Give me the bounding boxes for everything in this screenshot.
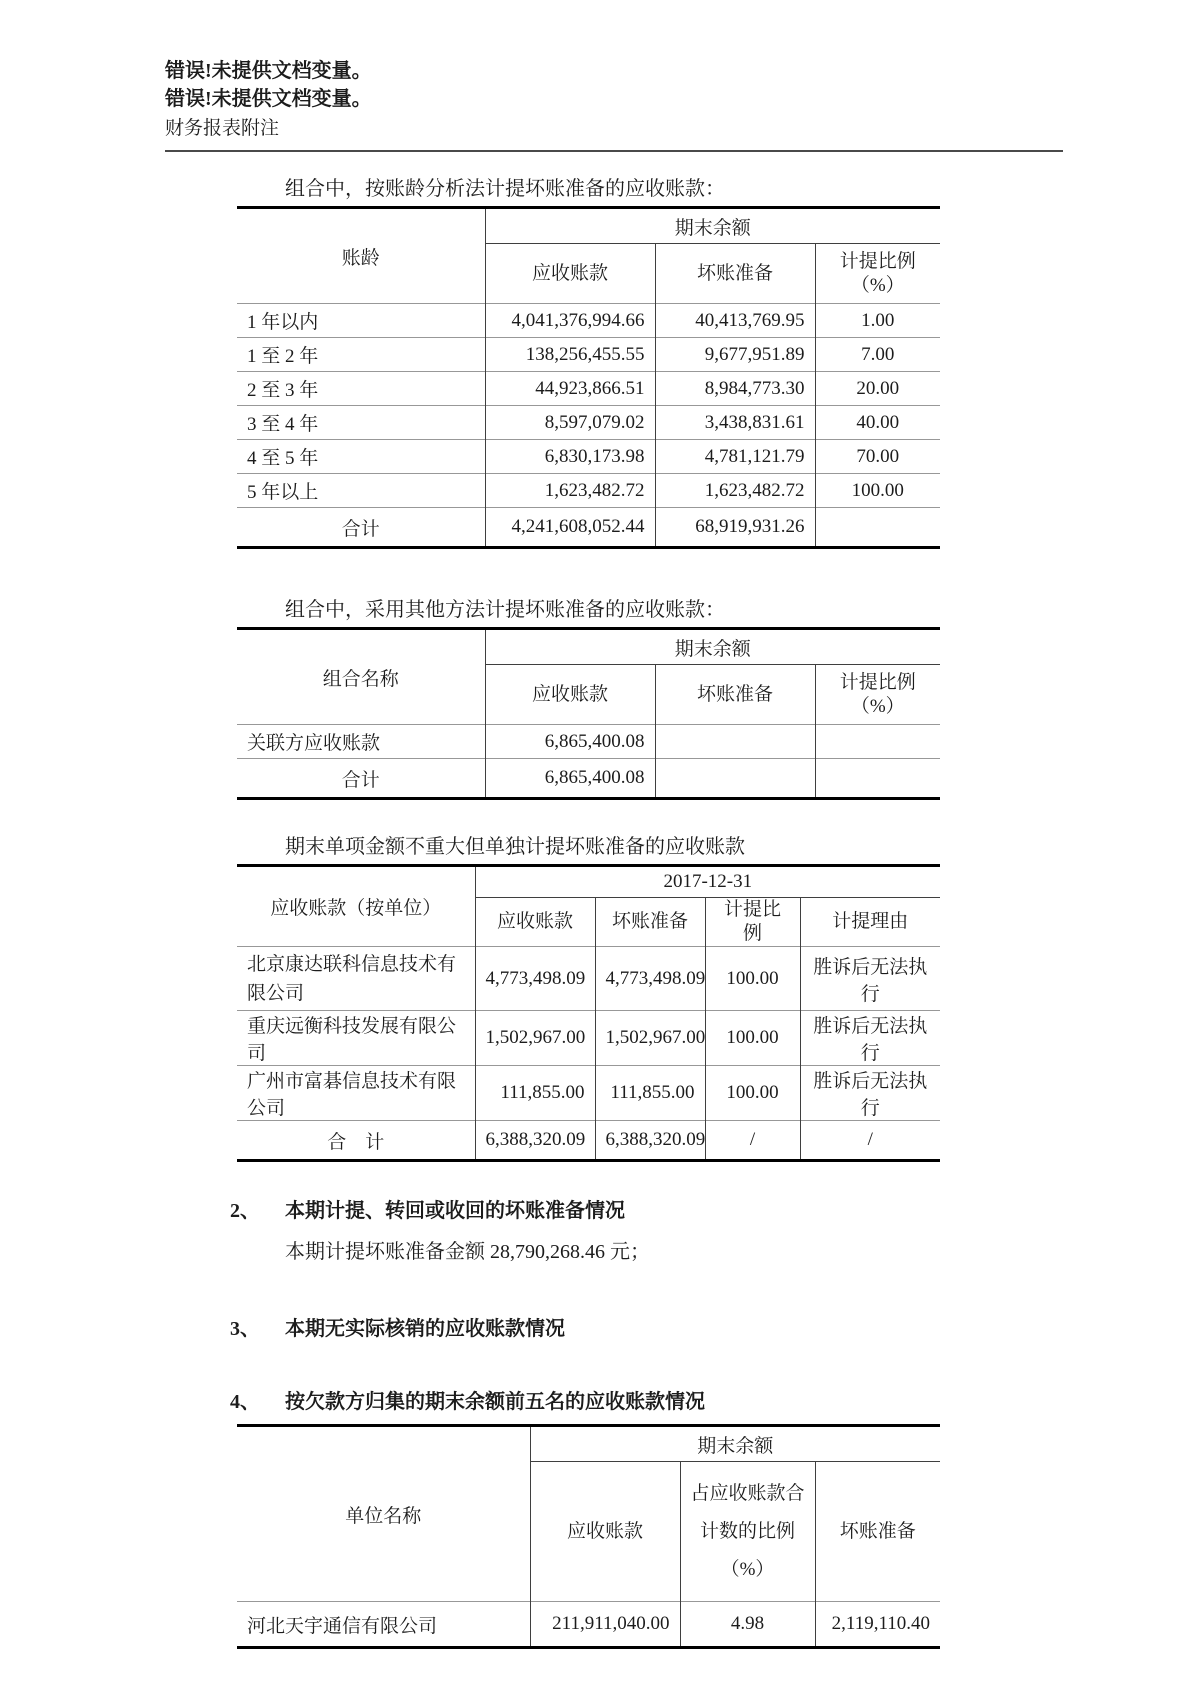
section-4-number: 4、 bbox=[230, 1391, 260, 1413]
cell-unit-name: 河北天宇通信有限公司 bbox=[237, 1602, 530, 1648]
cell-company-name: 重庆远衡科技发展有限公司 bbox=[237, 1011, 475, 1066]
col-header-ratio-line2: （%） bbox=[850, 274, 905, 296]
table-row bbox=[237, 1602, 940, 1648]
cell-total-reason: / bbox=[800, 1121, 940, 1161]
top5-header-row bbox=[237, 1426, 940, 1462]
aging-header-row bbox=[237, 208, 940, 244]
other-method-table bbox=[237, 627, 940, 800]
cell-aging-label: 1 年以内 bbox=[237, 304, 485, 338]
col-header-proportion bbox=[680, 1462, 815, 1602]
cell-reason: 胜诉后无法执行 bbox=[800, 1011, 940, 1066]
section-2-title: 本期计提、转回或收回的坏账准备情况 bbox=[285, 1200, 625, 1222]
cell-total-ratio bbox=[815, 759, 940, 799]
table-row bbox=[237, 474, 940, 508]
cell-provision: 2,119,110.40 bbox=[815, 1602, 940, 1648]
col-group-period-end-balance: 期末余额 bbox=[485, 629, 940, 665]
other-header-row bbox=[237, 629, 940, 665]
header-error-line-1: 错误!未提供文档变量。 bbox=[165, 60, 372, 82]
cell-total-receivable: 6,865,400.08 bbox=[485, 759, 655, 799]
cell-provision: 1,502,967.00 bbox=[595, 1011, 705, 1066]
col-header-receivable: 应收账款 bbox=[530, 1462, 680, 1602]
cell-ratio bbox=[815, 725, 940, 759]
cell-total-receivable: 4,241,608,052.44 bbox=[485, 508, 655, 548]
col-header-provision: 坏账准备 bbox=[655, 244, 815, 304]
cell-total-ratio bbox=[815, 508, 940, 548]
cell-ratio: 1.00 bbox=[815, 304, 940, 338]
document-header bbox=[165, 57, 1063, 152]
cell-receivable: 111,855.00 bbox=[475, 1066, 595, 1121]
col-header-proportion-line2: 计数的比例 bbox=[699, 1520, 795, 1542]
section-3-title: 本期无实际核销的应收账款情况 bbox=[285, 1318, 565, 1340]
col-header-portfolio-name: 组合名称 bbox=[322, 668, 399, 690]
col-header-receivable: 应收账款 bbox=[485, 244, 655, 304]
cell-receivable: 6,865,400.08 bbox=[485, 725, 655, 759]
cell-receivable: 8,597,079.02 bbox=[485, 406, 655, 440]
cell-receivable: 138,256,455.55 bbox=[485, 338, 655, 372]
top5-table bbox=[237, 1424, 940, 1649]
table-row bbox=[237, 304, 940, 338]
col-header-receivable-by-unit: 应收账款（按单位） bbox=[270, 898, 442, 919]
col-group-period-end-balance: 期末余额 bbox=[485, 208, 940, 244]
table-total-row bbox=[237, 1121, 940, 1161]
table-row bbox=[237, 338, 940, 372]
col-header-ratio bbox=[815, 665, 940, 725]
cell-company-name: 广州市富碁信息技术有限公司 bbox=[237, 1066, 475, 1121]
section-4-heading bbox=[230, 1389, 1063, 1416]
section-2-number: 2、 bbox=[230, 1200, 260, 1222]
col-header-ratio-line1: 计提比例 bbox=[839, 250, 916, 272]
table-row bbox=[237, 372, 940, 406]
cell-provision: 40,413,769.95 bbox=[655, 304, 815, 338]
col-header-aging: 账龄 bbox=[341, 247, 380, 269]
cell-aging-label: 5 年以上 bbox=[237, 474, 485, 508]
cell-provision: 3,438,831.61 bbox=[655, 406, 815, 440]
cell-ratio: 40.00 bbox=[815, 406, 940, 440]
table-row bbox=[237, 947, 940, 1011]
cell-receivable: 4,773,498.09 bbox=[475, 947, 595, 1011]
cell-receivable: 6,830,173.98 bbox=[485, 440, 655, 474]
section-4-title: 按欠款方归集的期末余额前五名的应收账款情况 bbox=[285, 1391, 705, 1413]
col-header-proportion-line3: （%） bbox=[720, 1558, 775, 1580]
col-header-provision: 坏账准备 bbox=[815, 1462, 940, 1602]
cell-provision: 8,984,773.30 bbox=[655, 372, 815, 406]
header-divider bbox=[165, 150, 1063, 152]
aging-table-title: 组合中，按账龄分析法计提坏账准备的应收账款： bbox=[285, 178, 725, 200]
cell-provision: 1,623,482.72 bbox=[655, 474, 815, 508]
col-header-reason: 计提理由 bbox=[800, 898, 940, 947]
section-3-heading bbox=[230, 1316, 1063, 1343]
cell-provision bbox=[655, 725, 815, 759]
cell-ratio: 70.00 bbox=[815, 440, 940, 474]
cell-total-ratio: / bbox=[705, 1121, 800, 1161]
cell-reason: 胜诉后无法执行 bbox=[800, 1066, 940, 1121]
cell-provision: 4,781,121.79 bbox=[655, 440, 815, 474]
col-header-ratio-line2: （%） bbox=[850, 695, 905, 717]
cell-aging-label: 2 至 3 年 bbox=[237, 372, 485, 406]
col-header-provision: 坏账准备 bbox=[655, 665, 815, 725]
section-2-body: 本期计提坏账准备金额 28,790,268.46 元； bbox=[285, 1241, 650, 1263]
col-group-date: 2017-12-31 bbox=[475, 866, 940, 898]
cell-reason: 胜诉后无法执行 bbox=[800, 947, 940, 1011]
cell-total-receivable: 6,388,320.09 bbox=[475, 1121, 595, 1161]
table-row bbox=[237, 1066, 940, 1121]
cell-provision: 9,677,951.89 bbox=[655, 338, 815, 372]
col-header-proportion-line1: 占应收账款合 bbox=[690, 1482, 805, 1504]
cell-company-name: 北京康达联科信息技术有限公司 bbox=[237, 947, 475, 1011]
cell-total-provision: 68,919,931.26 bbox=[655, 508, 815, 548]
cell-proportion: 4.98 bbox=[680, 1602, 815, 1648]
cell-receivable: 1,502,967.00 bbox=[475, 1011, 595, 1066]
cell-aging-label: 4 至 5 年 bbox=[237, 440, 485, 474]
cell-total-provision bbox=[655, 759, 815, 799]
table-total-row bbox=[237, 759, 940, 799]
col-header-ratio-line1: 计提比例 bbox=[839, 671, 916, 693]
individual-table bbox=[237, 864, 940, 1162]
table-row bbox=[237, 725, 940, 759]
table-total-row bbox=[237, 508, 940, 548]
individual-header-row bbox=[237, 866, 940, 898]
cell-total-label: 合计 bbox=[237, 508, 485, 548]
other-method-table-title: 组合中，采用其他方法计提坏账准备的应收账款： bbox=[285, 599, 725, 621]
cell-total-label: 合 计 bbox=[237, 1121, 475, 1161]
table-row bbox=[237, 440, 940, 474]
cell-receivable: 1,623,482.72 bbox=[485, 474, 655, 508]
cell-receivable: 211,911,040.00 bbox=[530, 1602, 680, 1648]
cell-aging-label: 1 至 2 年 bbox=[237, 338, 485, 372]
table-row bbox=[237, 406, 940, 440]
col-header-unit-name: 单位名称 bbox=[345, 1505, 422, 1527]
cell-total-label: 合计 bbox=[237, 759, 485, 799]
cell-ratio: 20.00 bbox=[815, 372, 940, 406]
cell-provision: 111,855.00 bbox=[595, 1066, 705, 1121]
col-header-provision: 坏账准备 bbox=[595, 898, 705, 947]
cell-ratio: 100.00 bbox=[705, 1011, 800, 1066]
col-header-receivable: 应收账款 bbox=[485, 665, 655, 725]
header-doc-title: 财务报表附注 bbox=[165, 118, 280, 139]
table-row bbox=[237, 1011, 940, 1066]
col-header-receivable: 应收账款 bbox=[475, 898, 595, 947]
section-3-number: 3、 bbox=[230, 1318, 260, 1340]
cell-ratio: 100.00 bbox=[815, 474, 940, 508]
individual-table-title: 期末单项金额不重大但单独计提坏账准备的应收账款 bbox=[285, 836, 745, 858]
cell-ratio: 7.00 bbox=[815, 338, 940, 372]
aging-table bbox=[237, 206, 940, 549]
cell-provision: 4,773,498.09 bbox=[595, 947, 705, 1011]
cell-ratio: 100.00 bbox=[705, 947, 800, 1011]
cell-receivable: 4,041,376,994.66 bbox=[485, 304, 655, 338]
section-2-heading bbox=[230, 1198, 1063, 1225]
cell-total-provision: 6,388,320.09 bbox=[595, 1121, 705, 1161]
cell-aging-label: 3 至 4 年 bbox=[237, 406, 485, 440]
col-group-period-end-balance: 期末余额 bbox=[530, 1426, 940, 1462]
col-header-ratio: 计提比例 bbox=[705, 898, 800, 947]
cell-receivable: 44,923,866.51 bbox=[485, 372, 655, 406]
header-error-line-2: 错误!未提供文档变量。 bbox=[165, 88, 372, 110]
cell-portfolio-label: 关联方应收账款 bbox=[237, 725, 485, 759]
cell-ratio: 100.00 bbox=[705, 1066, 800, 1121]
col-header-ratio bbox=[815, 244, 940, 304]
